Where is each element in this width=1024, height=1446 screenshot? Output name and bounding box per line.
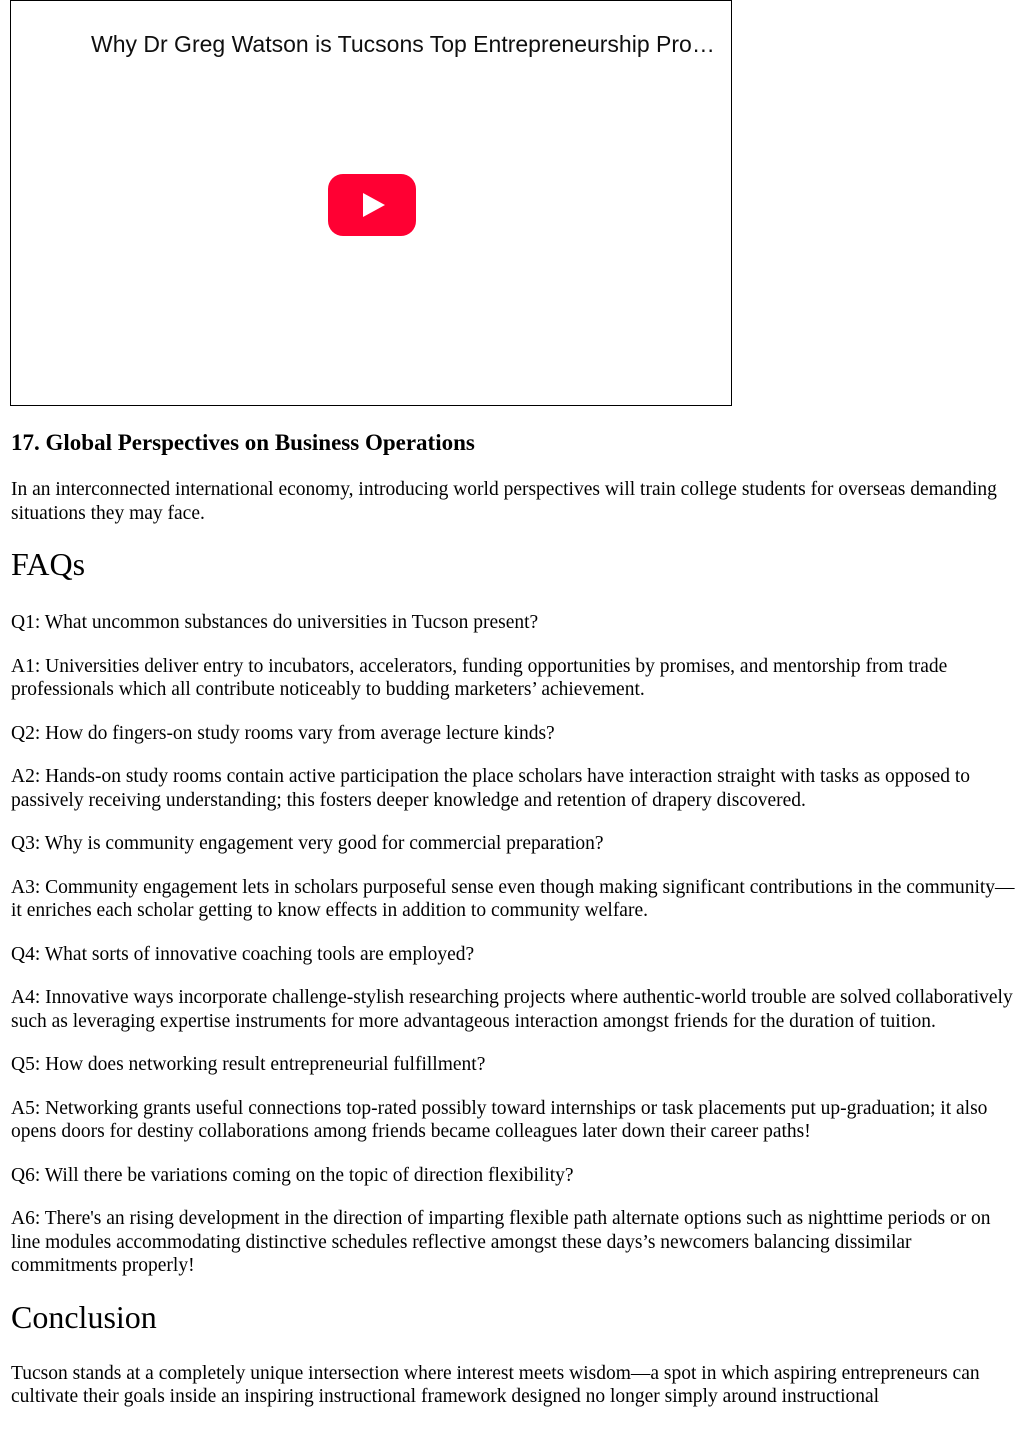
faqs-heading: FAQs (11, 546, 86, 582)
faq-question: Q4: What sorts of innovative coaching tools are employed? (11, 943, 475, 965)
faq-question: Q5: How does networking result entrepreneurial fulfillment? (11, 1054, 486, 1075)
faq-answer: A4: Innovative ways incorporate challenge-stylish researching projects where authentic-world trouble are solved collaboratively such as leveraging expertise instruments for more advantageous interaction amongst friends for the duration of tuition. (11, 987, 1013, 1032)
faq-question: Q1: What uncommon substances do universities in Tucson present? (11, 612, 539, 633)
youtube-play-icon (328, 174, 416, 236)
section-paragraph: In an interconnected international economy, introducing world perspectives will train college students for overseas demanding situations they may face. (11, 479, 997, 524)
conclusion-paragraph: Tucson stands at a completely unique intersection where interest meets wisdom—a spot in which aspiring entrepreneurs can cultivate their goals inside an inspiring instructional framework designed no longer simply around instructional (11, 1362, 980, 1407)
faq-question: Q3: Why is community engagement very good for commercial preparation? (11, 833, 604, 854)
faq-question: Q6: Will there be variations coming on the topic of direction flexibility? (11, 1164, 574, 1186)
section-heading-global-perspectives: 17. Global Perspectives on Business Operations (11, 430, 475, 455)
play-button[interactable] (328, 174, 416, 236)
faq-answer: A3: Community engagement lets in scholars purposeful sense even though making significant contributions in the community—it enriches each scholar getting to know effects in addition to community welfare. (11, 876, 1015, 921)
article-body (11, 428, 1015, 1409)
video-title[interactable]: Why Dr Greg Watson is Tucsons Top Entrepreneurship Prof… (91, 31, 721, 57)
conclusion-heading: Conclusion (11, 1298, 157, 1335)
faq-answer: A2: Hands-on study rooms contain active participation the place scholars have interaction straight with tasks as opposed to passively receiving understanding; this fosters deeper knowledge and retention of drapery discovered. (11, 766, 971, 811)
faq-list (11, 611, 1015, 1278)
faq-answer: A5: Networking grants useful connections top-rated possibly toward internships or task placements put up-graduation; it also opens doors for destiny collaborations among friends became colleagues later down their career paths! (11, 1097, 988, 1142)
video-embed[interactable] (10, 0, 732, 406)
faq-answer: A1: Universities deliver entry to incubators, accelerators, funding opportunities by promises, and mentorship from trade professionals which all contribute noticeably to budding marketers’ achievement. (11, 655, 948, 700)
faq-answer: A6: There's an rising development in the direction of imparting flexible path alternate options such as nighttime periods or on line modules accommodating distinctive schedules reflective amongst these days’s newcomers balancing dissimilar commitments properly! (11, 1208, 991, 1276)
faq-question: Q2: How do fingers-on study rooms vary from average lecture kinds? (11, 722, 555, 744)
